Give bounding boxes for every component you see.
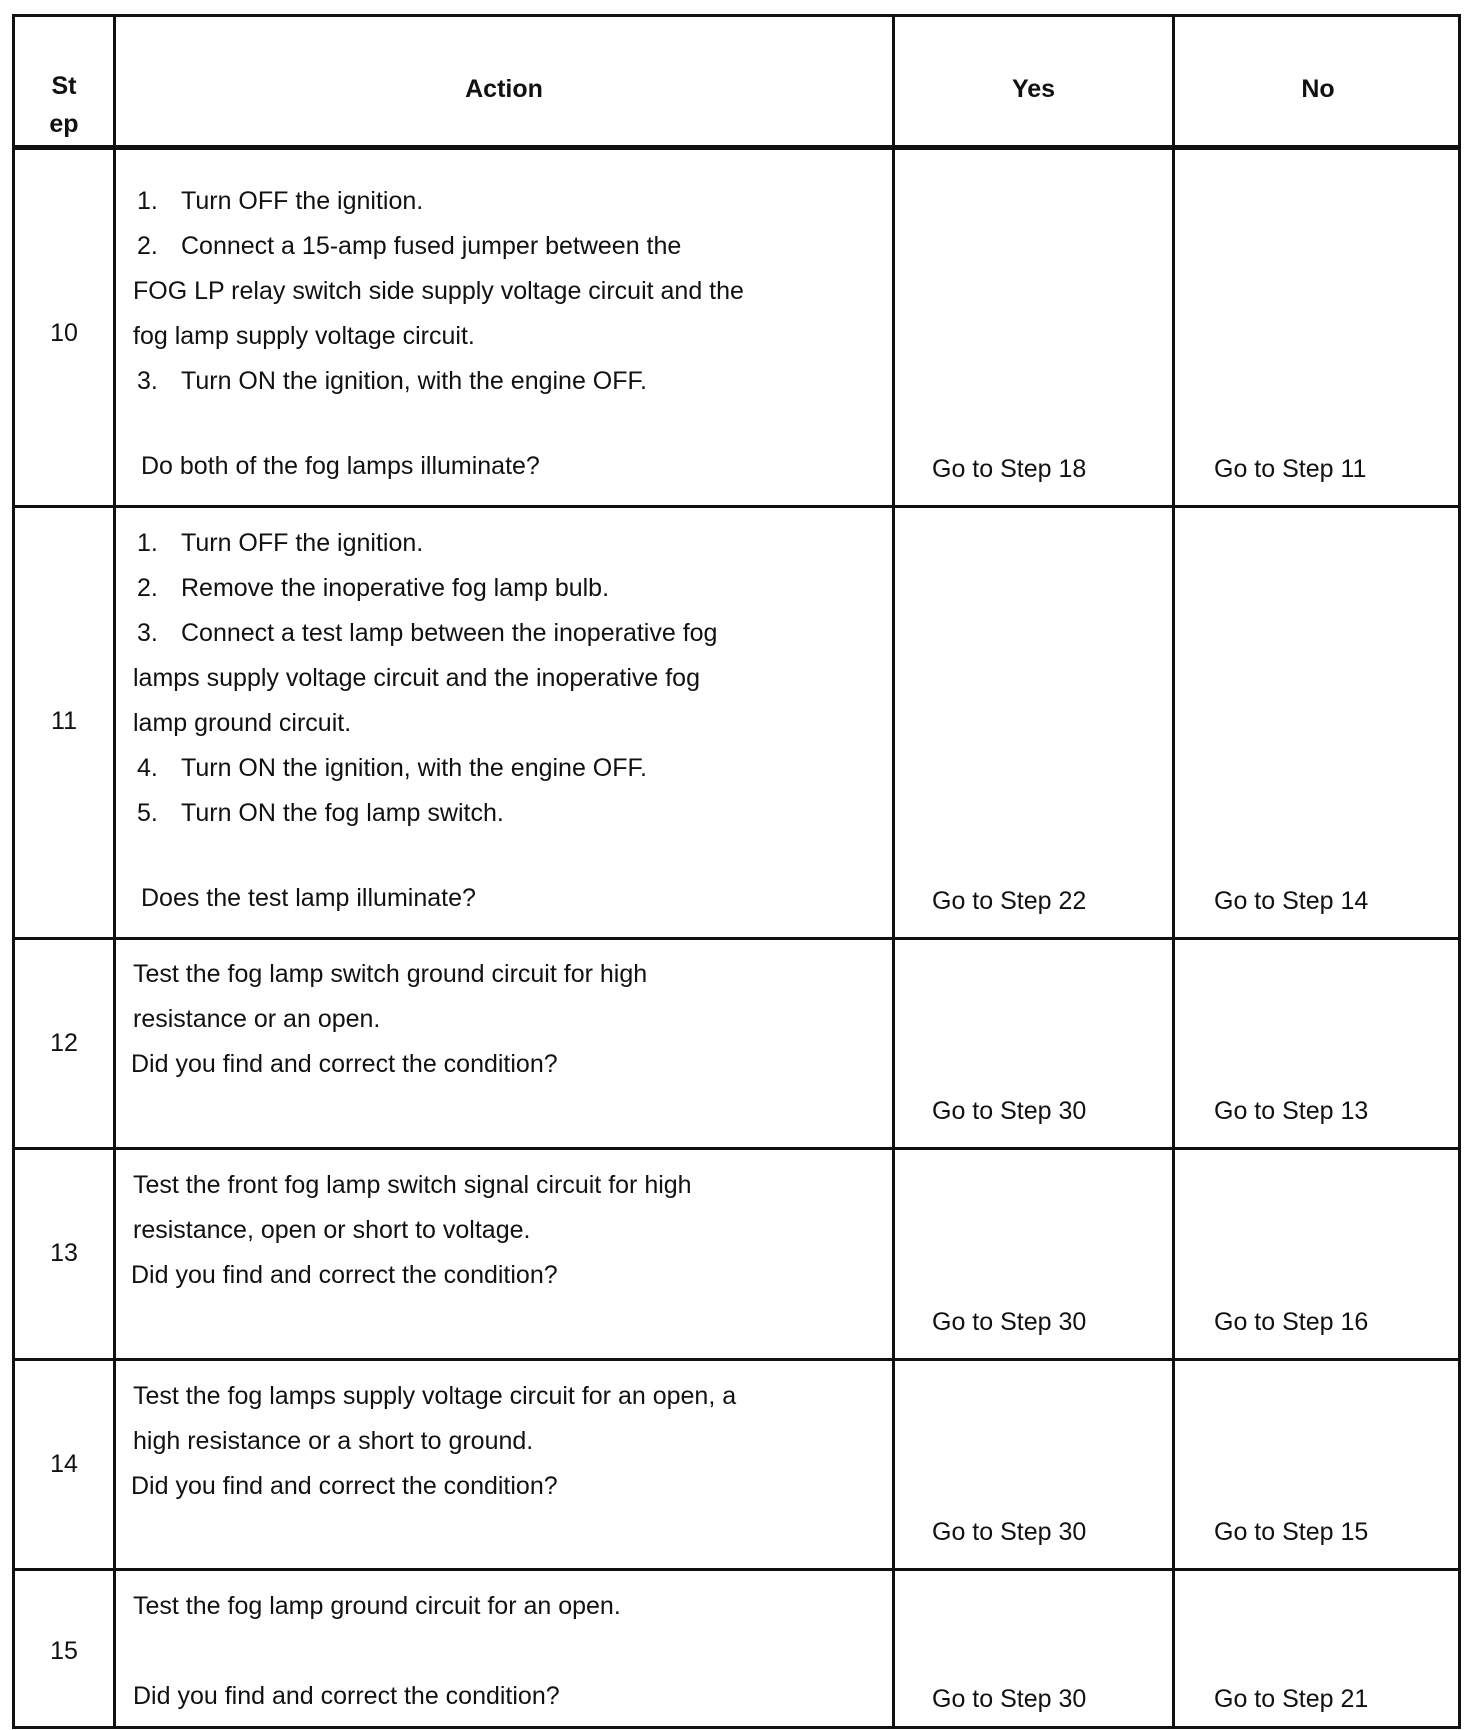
step-number: 13 (50, 1239, 78, 1267)
action-line: lamp ground circuit. (133, 709, 352, 737)
no-goto: Go to Step 15 (1214, 1518, 1369, 1546)
yes-goto: Go to Step 30 (932, 1097, 1087, 1125)
row-divider (15, 505, 1458, 508)
row-divider (15, 1358, 1458, 1361)
action-question: Do both of the fog lamps illuminate? (141, 452, 540, 480)
action-text (133, 179, 744, 404)
action-line: Test the front fog lamp switch signal circuit for high (133, 1171, 692, 1199)
action-line: Test the fog lamps supply voltage circuit for an open, a (133, 1382, 737, 1410)
procedure-table (12, 14, 1461, 1729)
no-goto: Go to Step 16 (1214, 1308, 1369, 1336)
step-number: 11 (51, 707, 77, 735)
action-line: Test the fog lamp ground circuit for an open. (133, 1592, 621, 1620)
yes-goto: Go to Step 30 (932, 1685, 1087, 1713)
action-text (133, 1374, 736, 1509)
row-divider (15, 1147, 1458, 1150)
column-divider (1172, 17, 1175, 1726)
action-line: 1. Turn OFF the ignition. (137, 187, 424, 215)
action-line: Did you find and correct the condition? (131, 1050, 558, 1078)
column-divider (113, 17, 116, 1726)
action-line: 3. Connect a test lamp between the inoperative fog (137, 619, 718, 647)
no-goto: Go to Step 11 (1214, 455, 1367, 483)
action-line: 2. Connect a 15-amp fused jumper between the (137, 232, 682, 260)
action-line: resistance, open or short to voltage. (133, 1216, 531, 1244)
yes-goto: Go to Step 30 (932, 1308, 1087, 1336)
step-number: 12 (50, 1029, 78, 1057)
header-action: Action (465, 75, 543, 103)
no-goto: Go to Step 13 (1214, 1097, 1369, 1125)
action-line: 5. Turn ON the fog lamp switch. (137, 799, 504, 827)
action-text (133, 1584, 621, 1629)
action-text (133, 952, 647, 1087)
row-divider (15, 937, 1458, 940)
action-line: Did you find and correct the condition? (131, 1472, 558, 1500)
action-line: lamps supply voltage circuit and the inoperative fog (133, 664, 700, 692)
header-divider (15, 145, 1458, 150)
action-line: high resistance or a short to ground. (133, 1427, 534, 1455)
step-number: 15 (50, 1637, 78, 1665)
yes-goto: Go to Step 18 (932, 455, 1087, 483)
action-line: 3. Turn ON the ignition, with the engine OFF. (137, 367, 647, 395)
column-divider (892, 17, 895, 1726)
no-goto: Go to Step 14 (1214, 887, 1369, 915)
header-yes: Yes (1011, 75, 1056, 103)
row-divider (15, 1568, 1458, 1571)
action-line: fog lamp supply voltage circuit. (133, 322, 475, 350)
action-line: 2. Remove the inoperative fog lamp bulb. (137, 574, 610, 602)
header-no: No (1301, 75, 1335, 103)
action-line: 4. Turn ON the ignition, with the engine OFF. (137, 754, 647, 782)
action-question: Did you find and correct the condition? (133, 1682, 560, 1710)
yes-goto: Go to Step 22 (932, 887, 1087, 915)
action-text (133, 1163, 692, 1298)
action-line: FOG LP relay switch side supply voltage circuit and the (133, 277, 744, 305)
action-question: Does the test lamp illuminate? (141, 884, 476, 912)
action-line: Test the fog lamp switch ground circuit for high (133, 960, 648, 988)
yes-goto: Go to Step 30 (932, 1518, 1087, 1546)
action-text (133, 521, 717, 836)
action-line: 1. Turn OFF the ignition. (137, 529, 424, 557)
no-goto: Go to Step 21 (1214, 1685, 1369, 1713)
action-line: Did you find and correct the condition? (131, 1261, 558, 1289)
action-line: resistance or an open. (133, 1005, 381, 1033)
step-number: 10 (50, 319, 78, 347)
header-step: St ep (49, 72, 79, 138)
step-number: 14 (50, 1450, 78, 1478)
